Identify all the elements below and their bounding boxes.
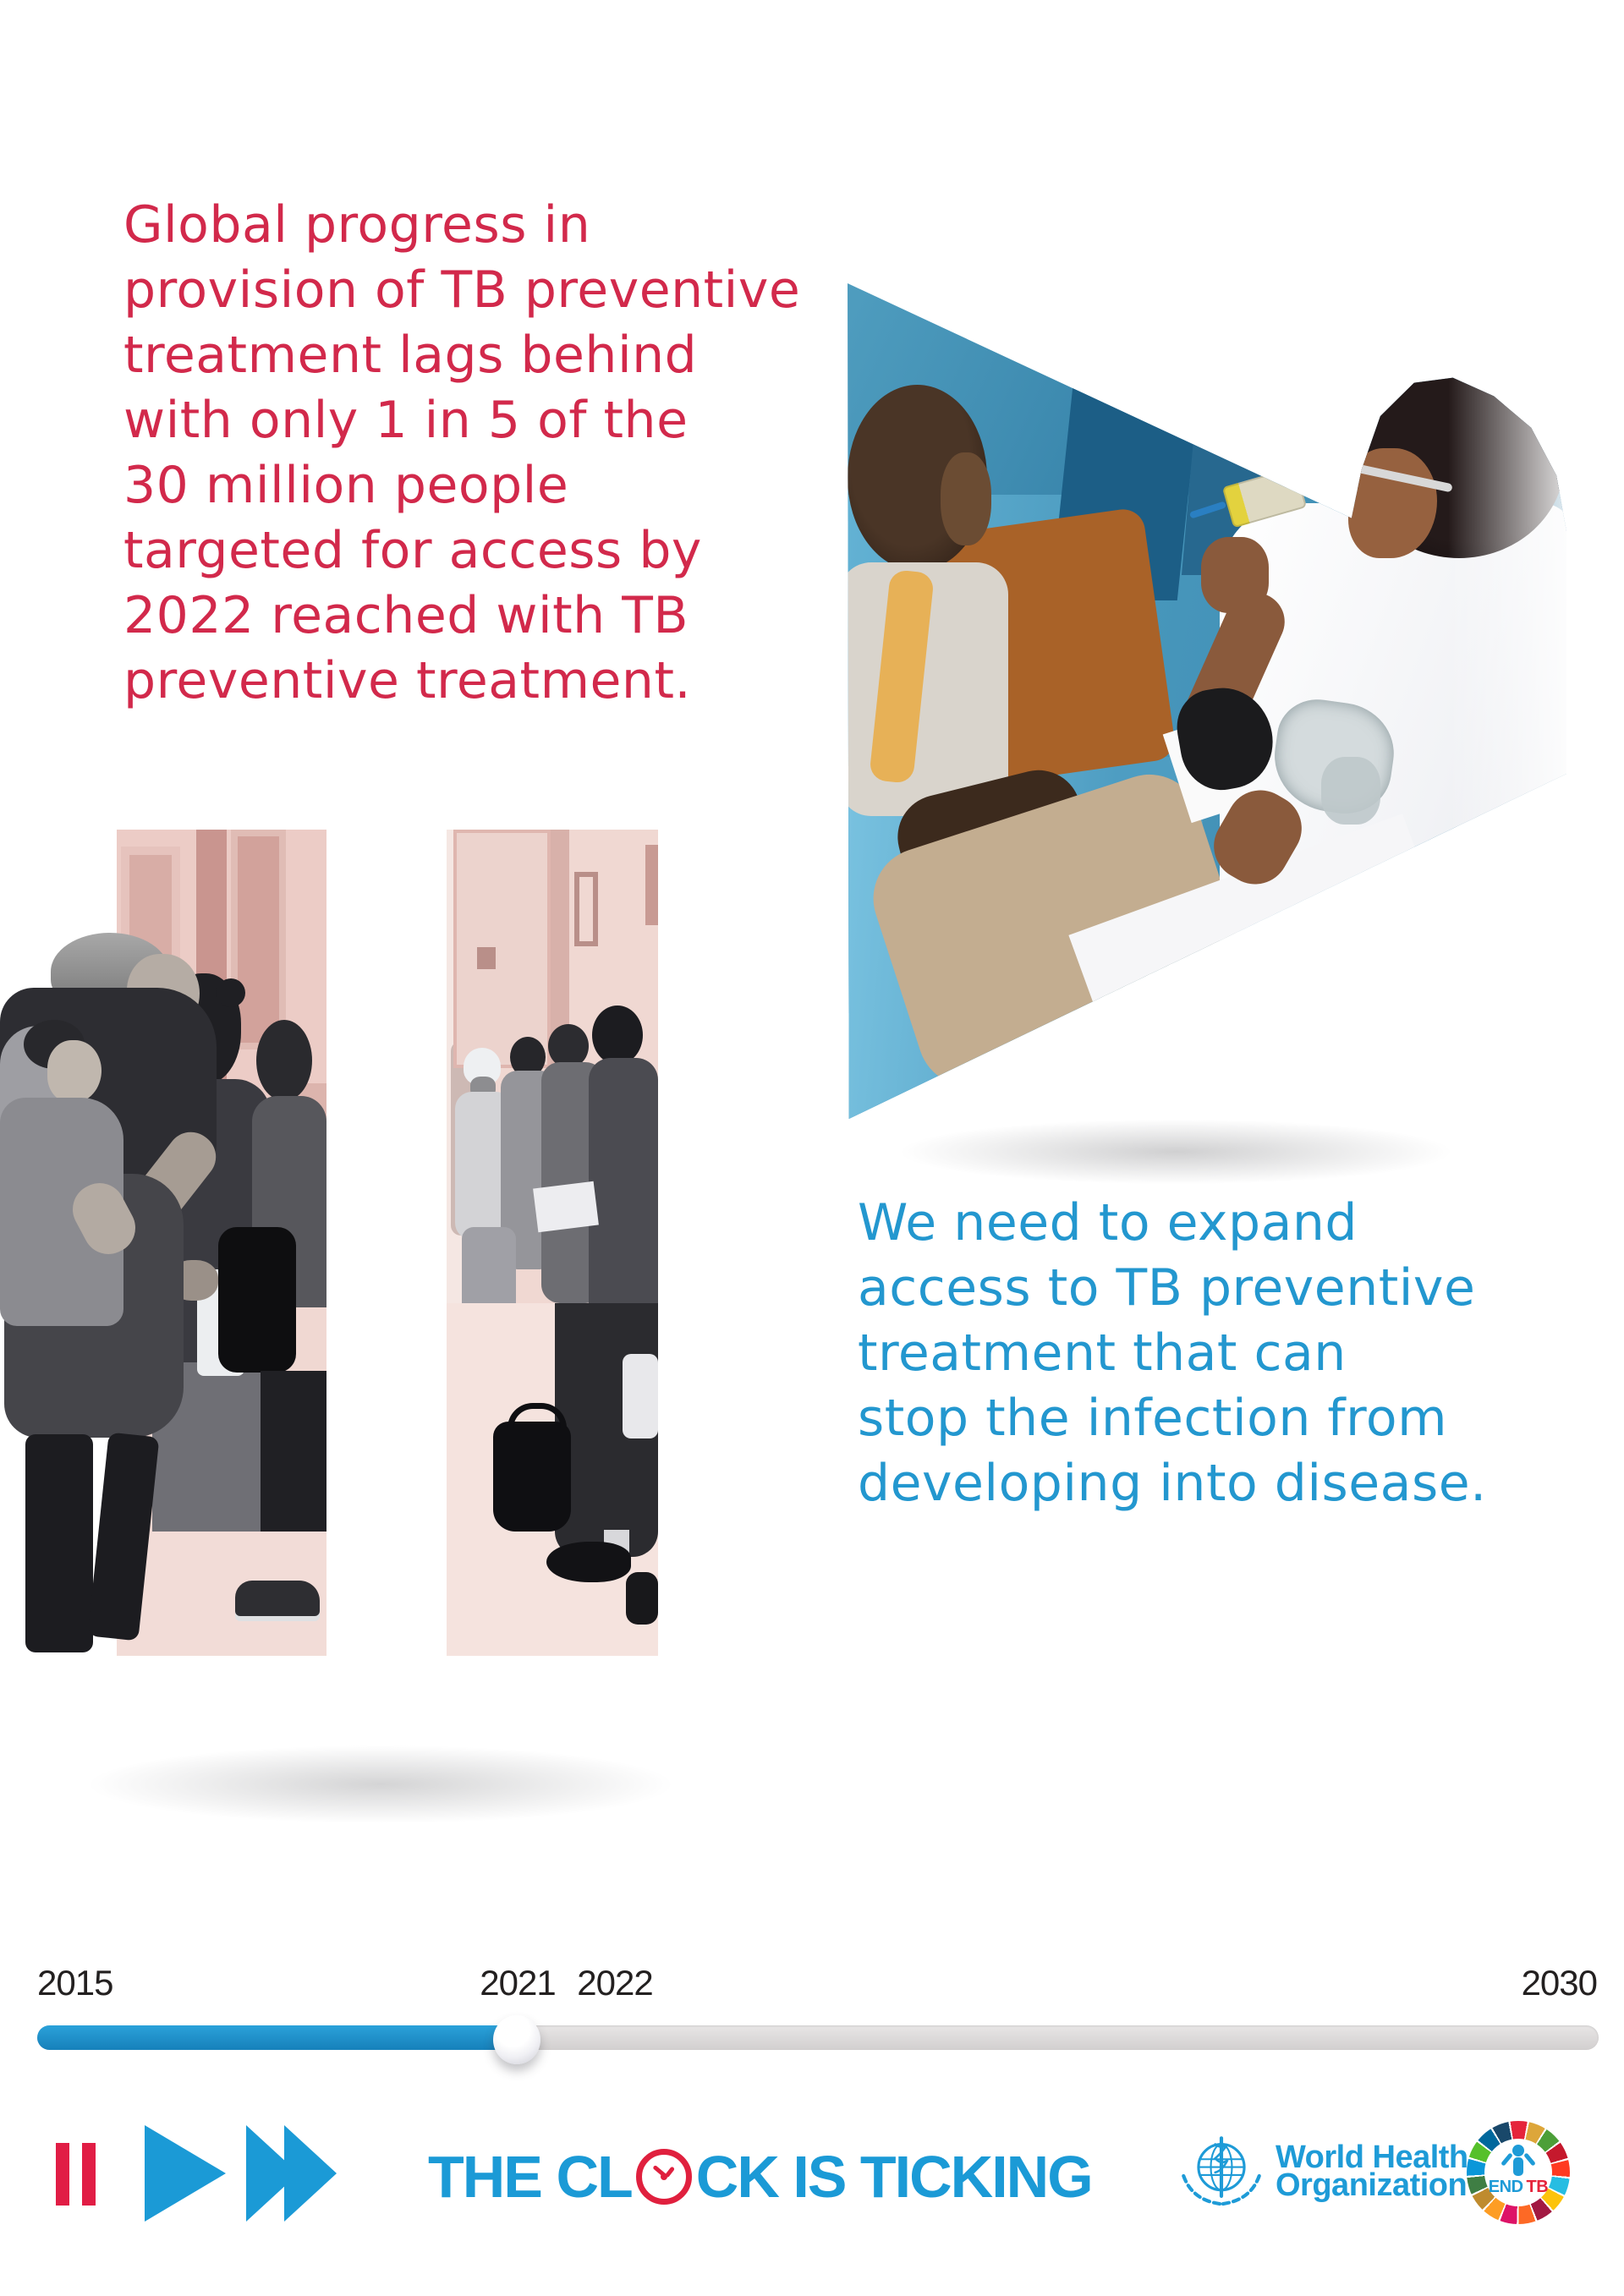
timeline-handle[interactable] <box>493 2015 540 2064</box>
headline-line: treatment lags behind <box>123 326 698 385</box>
year-label-2021: 2021 <box>480 1963 556 2003</box>
headline-line: targeted for access by <box>123 521 702 580</box>
strips-shadow <box>76 1744 685 1825</box>
headline <box>123 193 800 714</box>
headline-line: provision of TB preventive <box>123 260 801 320</box>
who-name-line2: Organization <box>1276 2167 1468 2203</box>
logotype-pre: THE CL <box>428 2144 632 2210</box>
callout-line: developing into disease. <box>858 1454 1487 1513</box>
pause-icon <box>56 2143 69 2206</box>
timeline-progress <box>37 2025 519 2050</box>
endtb-person-icon <box>1512 2145 1524 2156</box>
year-label-2030: 2030 <box>1521 1963 1597 2003</box>
play-button[interactable] <box>145 2125 226 2222</box>
headline-line: 2022 reached with TB <box>123 586 689 645</box>
headline-line: with only 1 in 5 of the <box>123 391 689 450</box>
who-logo <box>1177 2132 1468 2220</box>
callout-line: stop the infection from <box>858 1389 1448 1448</box>
headline-line: preventive treatment. <box>123 651 692 710</box>
pause-icon <box>82 2143 96 2206</box>
headline-line: Global progress in <box>123 195 591 255</box>
callout-line: access to TB preventive <box>858 1258 1476 1318</box>
who-name-line1: World Health <box>1276 2140 1468 2175</box>
mother-child-figure <box>0 929 347 1658</box>
photo-shadow <box>888 1118 1463 1186</box>
waiting-room-photo-right <box>447 830 658 1656</box>
campaign-logotype <box>428 2140 1092 2213</box>
callout-line: We need to expand <box>858 1193 1358 1252</box>
endtb-end-text: END <box>1488 2178 1523 2196</box>
callout-line: treatment that can <box>858 1323 1347 1383</box>
who-emblem-icon <box>1177 2132 1265 2220</box>
timeline-track[interactable] <box>37 2025 1599 2050</box>
logotype-post: CK IS TICKING <box>695 2144 1092 2210</box>
headline-line: 30 million people <box>123 456 569 515</box>
callout <box>858 1191 1487 1516</box>
year-label-2022: 2022 <box>577 1963 653 2003</box>
year-label-2015: 2015 <box>37 1963 113 2003</box>
endtb-tb-text: TB <box>1526 2178 1549 2196</box>
endtb-logo <box>1467 2121 1570 2224</box>
fast-forward-icon <box>284 2125 337 2222</box>
clinic-consultation-photo <box>848 283 1566 1119</box>
clock-icon <box>636 2149 692 2205</box>
